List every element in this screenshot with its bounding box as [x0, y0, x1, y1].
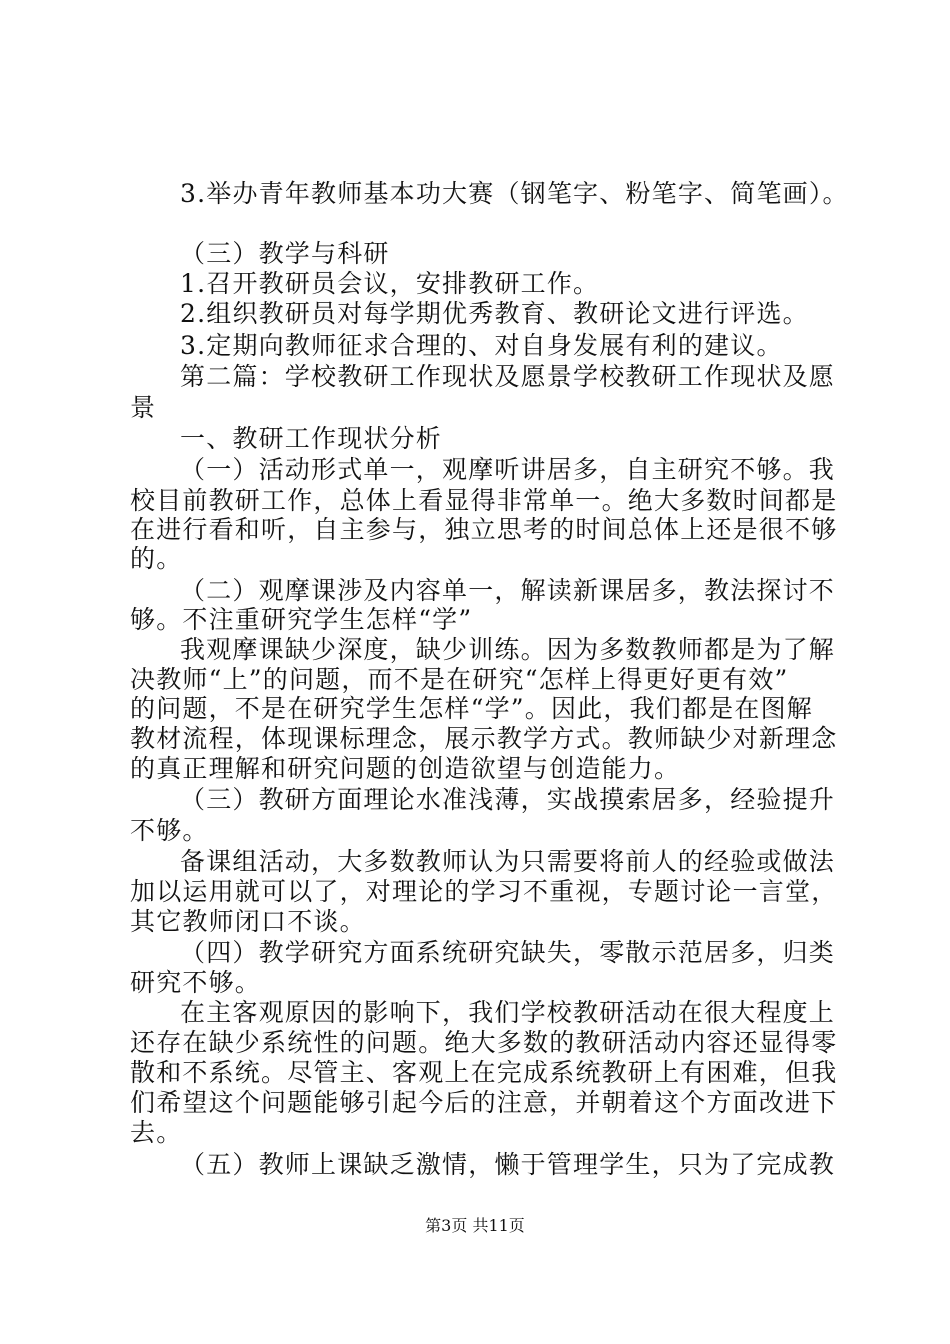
text-line: 在进行看和听，自主参与，独立思考的时间总体上还是很不够 — [130, 515, 838, 544]
text-line: （一）活动形式单一，观摩听讲居多，自主研究不够。我 — [180, 455, 836, 484]
text-line: 的问题，不是在研究学生怎样“学”。因此，我们都是在图解 — [130, 694, 813, 723]
text-line: 决教师“上”的问题，而不是在研究“怎样上得更好更有效” — [130, 665, 789, 694]
text-line: 去。 — [130, 1118, 183, 1147]
chapter-heading: 第二篇：学校教研工作现状及愿景学校教研工作现状及愿 — [180, 362, 836, 391]
text-line: 加以运用就可以了，对理论的学习不重视，专题讨论一言堂， — [130, 877, 838, 906]
text-line: 教材流程，体现课标理念，展示教学方式。教师缺少对新理念 — [130, 724, 838, 753]
text-line: （五）教师上课缺乏激情，懒于管理学生，只为了完成教 — [180, 1150, 836, 1179]
text-line: 1.召开教研员会议，安排教研工作。 — [180, 269, 600, 298]
text-line: 还存在缺少系统性的问题。绝大多数的教研活动内容还显得零 — [130, 1028, 838, 1057]
text-line: 我观摩课缺少深度，缺少训练。因为多数教师都是为了解 — [180, 635, 836, 664]
text-line: 不够。 — [130, 816, 209, 845]
text-line: 备课组活动，大多数教师认为只需要将前人的经验或做法 — [180, 847, 836, 876]
section-heading: （三）教学与科研 — [180, 239, 390, 268]
text-line: 3.定期向教师征求合理的、对自身发展有利的建议。 — [180, 331, 783, 360]
text-line: 在主客观原因的影响下，我们学校教研活动在很大程度上 — [180, 998, 836, 1027]
text-line: （四）教学研究方面系统研究缺失，零散示范居多，归类 — [180, 938, 836, 967]
section-heading: 一、教研工作现状分析 — [180, 424, 443, 453]
text-line: 其它教师闭口不谈。 — [130, 907, 366, 936]
text-line: 校目前教研工作，总体上看显得非常单一。绝大多数时间都是 — [130, 486, 838, 515]
chapter-heading-cont: 景 — [130, 393, 157, 422]
page-number-footer: 第3页 共11页 — [425, 1216, 525, 1235]
text-line: 的。 — [130, 544, 183, 573]
text-line: （三）教研方面理论水准浅薄，实战摸索居多，经验提升 — [180, 785, 836, 814]
text-line: 的真正理解和研究问题的创造欲望与创造能力。 — [130, 754, 681, 783]
text-line: 够。不注重研究学生怎样“学” — [130, 605, 473, 634]
text-line: 们希望这个问题能够引起今后的注意，并朝着这个方面改进下 — [130, 1088, 838, 1117]
text-line: （二）观摩课涉及内容单一，解读新课居多，教法探讨不 — [180, 576, 836, 605]
text-line: 2.组织教研员对每学期优秀教育、教研论文进行评选。 — [180, 299, 809, 328]
text-line: 3.举办青年教师基本功大赛（钢笔字、粉笔字、简笔画）。 — [180, 179, 849, 208]
text-line: 散和不系统。尽管主、客观上在完成系统教研上有困难，但我 — [130, 1058, 838, 1087]
text-line: 研究不够。 — [130, 968, 262, 997]
